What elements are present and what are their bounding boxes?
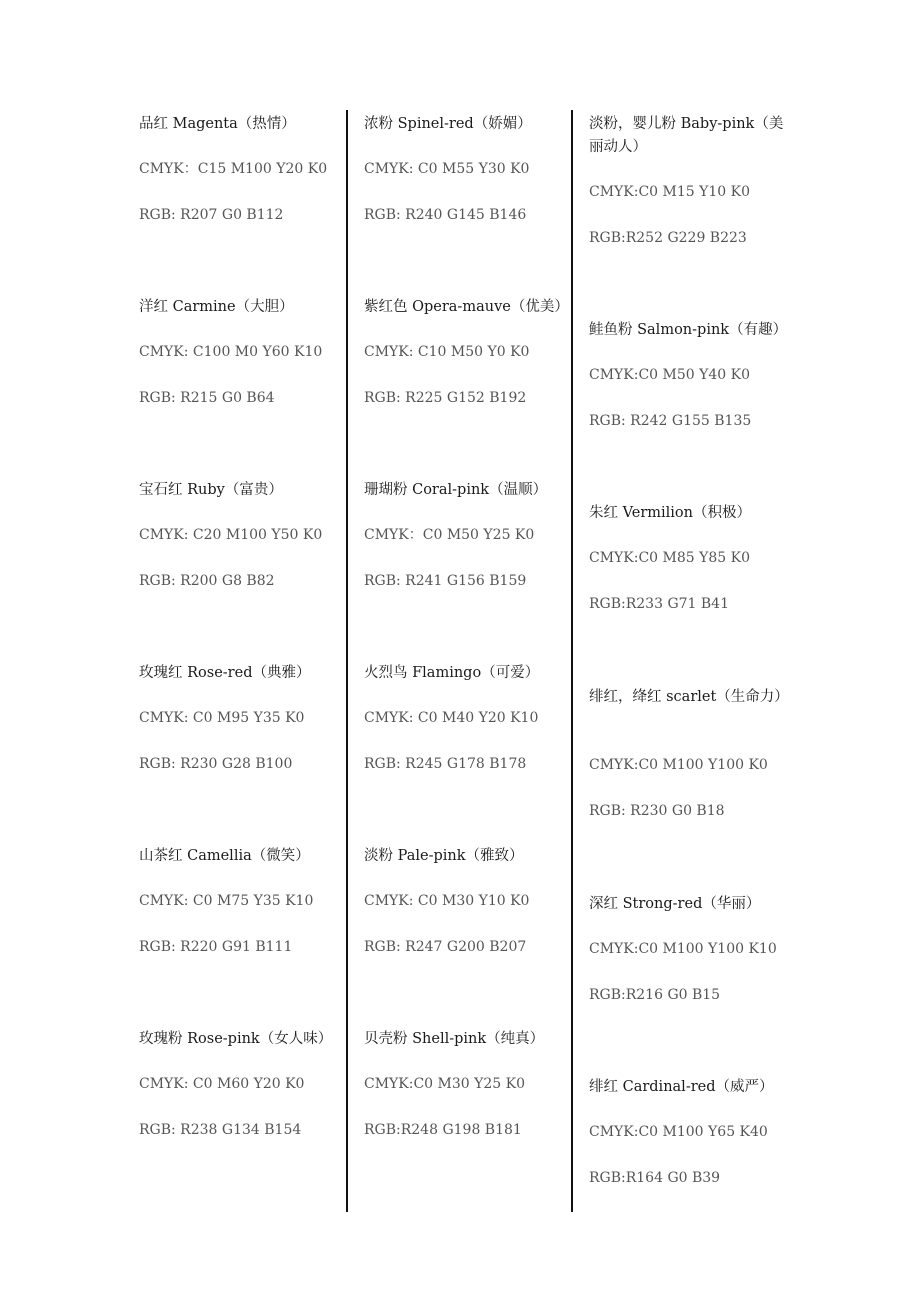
color-name: 珊瑚粉 Coral-pink（温顺） — [364, 482, 548, 498]
color-entry-ruby — [139, 479, 339, 589]
color-entry-camellia — [139, 845, 339, 955]
color-entry-baby-pink — [589, 113, 794, 246]
rgb-value: RGB:R233 G71 B41 — [589, 596, 729, 612]
color-entry-shell-pink — [364, 1028, 569, 1138]
rgb-value: RGB: R238 G134 B154 — [139, 1122, 302, 1138]
cmyk-value: CMYK: C0 M60 Y20 K0 — [139, 1076, 305, 1092]
color-name: 绯红，绛红 scarlet（生命力） — [589, 689, 789, 705]
color-name: 玫瑰粉 Rose-pink（女人味） — [139, 1031, 333, 1047]
rgb-value: RGB: R200 G8 B82 — [139, 573, 275, 589]
cmyk-value: CMYK: C100 M0 Y60 K10 — [139, 344, 323, 360]
cmyk-value: CMYK:C0 M30 Y25 K0 — [364, 1076, 526, 1092]
rgb-value: RGB: R225 G152 B192 — [364, 390, 527, 406]
rgb-value: RGB: R220 G91 B111 — [139, 939, 293, 955]
rgb-value: RGB: R247 G200 B207 — [364, 939, 527, 955]
cmyk-value: CMYK：C0 M50 Y25 K0 — [364, 527, 535, 543]
color-entry-spinel-red — [364, 113, 569, 223]
color-name: 紫红色 Opera-mauve（优美） — [364, 299, 569, 315]
color-name: 品红 Magenta（热情） — [139, 116, 296, 132]
rgb-value: RGB: R242 G155 B135 — [589, 413, 752, 429]
color-entry-flamingo — [364, 662, 569, 772]
rgb-value: RGB:R252 G229 B223 — [589, 230, 747, 246]
color-name: 山茶红 Camellia（微笑） — [139, 848, 310, 864]
cmyk-value: CMYK: C0 M55 Y30 K0 — [364, 161, 530, 177]
color-name: 玫瑰红 Rose-red（典雅） — [139, 665, 311, 681]
rgb-value: RGB: R207 G0 B112 — [139, 207, 284, 223]
color-name: 贝壳粉 Shell-pink（纯真） — [364, 1031, 545, 1047]
rgb-value: RGB: R241 G156 B159 — [364, 573, 527, 589]
cmyk-value: CMYK: C20 M100 Y50 K0 — [139, 527, 323, 543]
rgb-value: RGB: R245 G178 B178 — [364, 756, 527, 772]
cmyk-value: CMYK:C0 M100 Y100 K0 — [589, 757, 768, 773]
color-entry-opera-mauve — [364, 296, 569, 406]
rgb-value: RGB:R248 G198 B181 — [364, 1122, 522, 1138]
color-name: 深红 Strong-red（华丽） — [589, 896, 761, 912]
color-entry-salmon-pink — [589, 319, 794, 429]
rgb-value: RGB: R230 G28 B100 — [139, 756, 293, 772]
color-entry-magenta — [139, 113, 339, 223]
rgb-value: RGB:R216 G0 B15 — [589, 987, 721, 1003]
color-entry-rose-red — [139, 662, 339, 772]
color-name: 浓粉 Spinel-red（娇媚） — [364, 116, 532, 132]
cmyk-value: CMYK:C0 M85 Y85 K0 — [589, 550, 751, 566]
cmyk-value: CMYK:C0 M100 Y65 K40 — [589, 1124, 768, 1140]
rgb-value: RGB: R230 G0 B18 — [589, 803, 725, 819]
cmyk-value: CMYK:C0 M15 Y10 K0 — [589, 184, 751, 200]
color-name: 火烈鸟 Flamingo（可爱） — [364, 665, 540, 681]
rgb-value: RGB: R240 G145 B146 — [364, 207, 527, 223]
cmyk-value: CMYK: C0 M30 Y10 K0 — [364, 893, 530, 909]
color-entry-rose-pink — [139, 1028, 339, 1138]
color-name: 洋红 Carmine（大胆） — [139, 299, 294, 315]
cmyk-value: CMYK: C0 M75 Y35 K10 — [139, 893, 314, 909]
cmyk-value: CMYK:C0 M100 Y100 K10 — [589, 941, 777, 957]
color-name: 鲑鱼粉 Salmon-pink（有趣） — [589, 322, 788, 338]
color-entry-pale-pink — [364, 845, 569, 955]
rgb-value: RGB: R215 G0 B64 — [139, 390, 275, 406]
cmyk-value: CMYK:C0 M50 Y40 K0 — [589, 367, 751, 383]
cmyk-value: CMYK: C0 M95 Y35 K0 — [139, 710, 305, 726]
color-entry-strong-red — [589, 893, 794, 1003]
color-entry-cardinal-red — [589, 1076, 794, 1186]
color-entry-carmine — [139, 296, 339, 406]
column-divider-1 — [346, 110, 348, 1212]
color-name: 淡粉 Pale-pink（雅致） — [364, 848, 524, 864]
color-entry-vermilion — [589, 502, 794, 612]
color-name: 绯红 Cardinal-red（威严） — [589, 1079, 774, 1095]
color-entry-coral-pink — [364, 479, 569, 589]
cmyk-value: CMYK: C10 M50 Y0 K0 — [364, 344, 530, 360]
color-name: 宝石红 Ruby（富贵） — [139, 482, 283, 498]
rgb-value: RGB:R164 G0 B39 — [589, 1170, 721, 1186]
column-divider-2 — [571, 110, 573, 1212]
cmyk-value: CMYK：C15 M100 Y20 K0 — [139, 161, 328, 177]
color-name: 淡粉，婴儿粉 Baby-pink（美丽动人） — [589, 116, 784, 155]
cmyk-value: CMYK: C0 M40 Y20 K10 — [364, 710, 539, 726]
color-entry-scarlet — [589, 686, 794, 819]
color-name: 朱红 Vermilion（积极） — [589, 505, 751, 521]
